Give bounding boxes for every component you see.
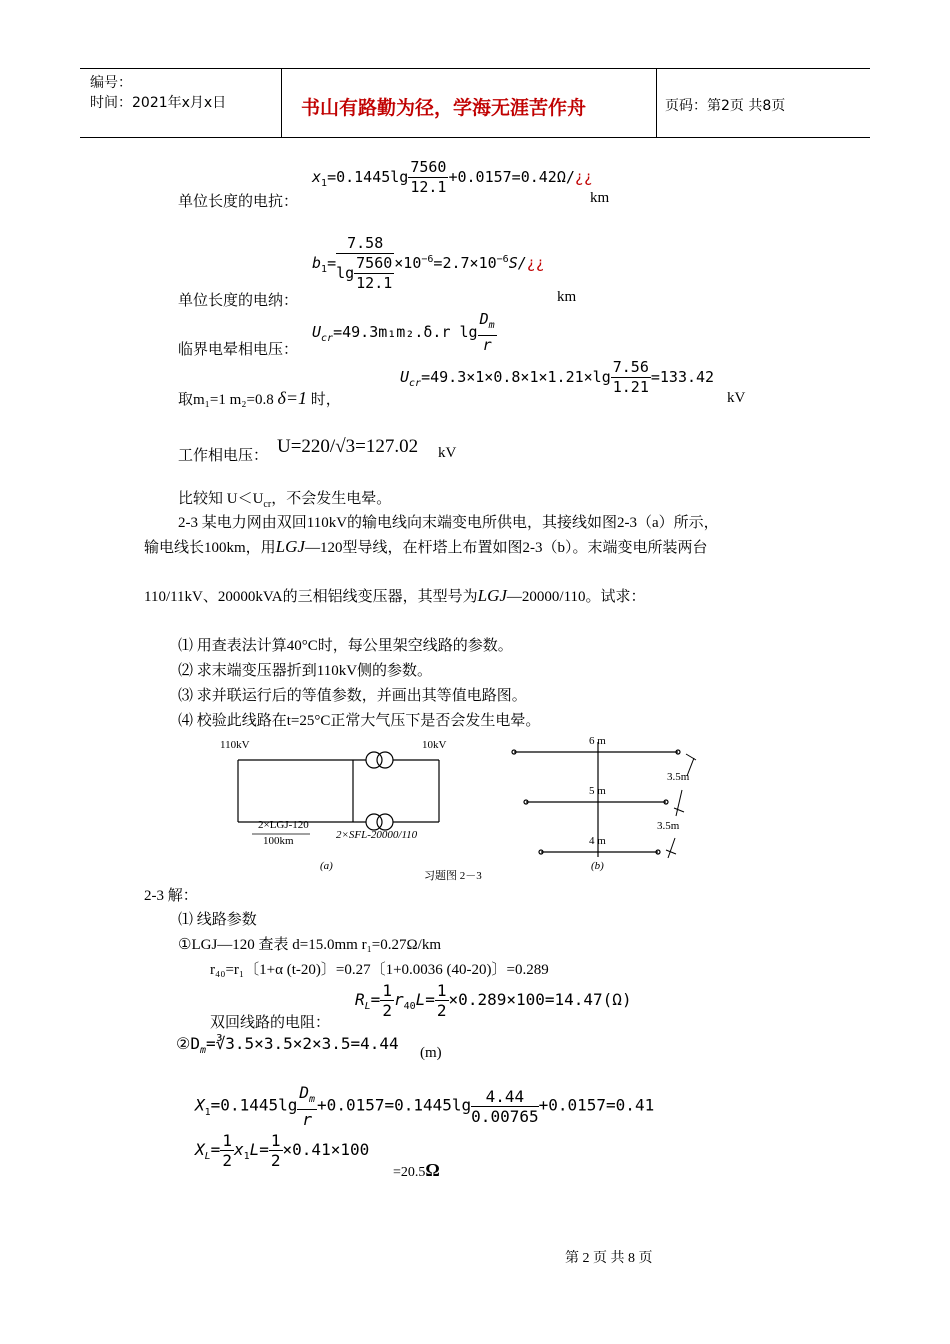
- susceptance-label: 单位长度的电纳：: [178, 293, 299, 309]
- fig-b-35-upper: 3.5m: [667, 771, 690, 783]
- solution-heading: 2-3 解：: [144, 888, 198, 904]
- reactance-unit: km: [590, 190, 610, 206]
- solution-step-2: ①LGJ—120 查表 d=15.0mm r₁=0.27Ω/km: [178, 937, 441, 953]
- work-voltage-label: 工作相电压：: [178, 448, 269, 464]
- susceptance-equation: $b_1=$ 7.58 lg $\frac{7560}{12.1}$ $\times 10^{-6}=2.7\times 10^{-6}S/¿¿$: [312, 234, 545, 292]
- xl-result: =20.5Ω: [393, 1160, 440, 1180]
- problem-line-1: 2-3 某电力网由双回110kV的输电线向末端变电所供电，其接线如图2-3（a）所示，: [178, 515, 719, 531]
- x1-equation: $X_1=0.1445\lg$ $\frac{D_m}{r}$ +0.0157=0.1445lg $\frac{4.44}{0.00765}$ +0.0157=0.41: [195, 1083, 655, 1130]
- page-footer: 第 2 页 共 8 页: [565, 1251, 653, 1266]
- header-divider: [656, 69, 657, 137]
- question-4: ⑷ 校验此线路在t=25°C正常大气压下是否会发生电晕。: [178, 713, 541, 729]
- work-voltage-unit: kV: [438, 445, 457, 461]
- ucr-unit: kV: [727, 390, 746, 406]
- problem-line-2: 输电线长100km，用LGJ—120型导线，在杆塔上布置如图2-3（b）。末端变电所装两台: [144, 537, 708, 556]
- question-1: ⑴ 用查表法计算40°C时，每公里架空线路的参数。: [178, 638, 513, 654]
- comparison-text: 比较知 $U<U_{cr}$，不会发生电晕。: [178, 491, 392, 510]
- header-divider: [281, 69, 282, 137]
- fig-b-4m: 4 m: [589, 835, 606, 847]
- doc-date-label: 时间：2021年x月x日: [90, 95, 227, 111]
- solution-step-3: r₄₀=r₁〔1+α (t-20)〕=0.27〔1+0.0036 (40-20)〕=0.289: [210, 962, 549, 978]
- xl-equation: $X_L=$ $\frac{1}{2}$ $x_1L=$ $\frac{1}{2}$ ×0.41×100: [195, 1131, 370, 1170]
- fig-b-6m: 6 m: [589, 735, 606, 747]
- fig-a-line-label: 2×LGJ-120: [258, 819, 309, 831]
- solution-step-1: ⑴ 线路参数: [178, 912, 257, 928]
- susceptance-unit: km: [557, 289, 577, 305]
- fig-a-caption: (a): [320, 860, 333, 872]
- question-2: ⑵ 求末端变压器折到110kV侧的参数。: [178, 663, 433, 679]
- fig-a-110kv-label: 110kV: [220, 739, 250, 751]
- figure-caption: 习题图 2－3: [424, 870, 482, 882]
- take-values: 取m₁=1 m₂=0.8 δ=1 时，: [178, 388, 341, 408]
- fig-a-10kv-label: 10kV: [422, 739, 447, 751]
- fig-b-caption: (b): [591, 860, 604, 872]
- question-3: ⑶ 求并联运行后的等值参数，并画出其等值电路图。: [178, 688, 527, 704]
- fig-a-length-label: 100km: [263, 835, 294, 847]
- corona-label: 临界电晕相电压：: [178, 342, 299, 358]
- fig-b-5m: 5 m: [589, 785, 606, 797]
- problem-line-3: 110/11kV、20000kVA的三相铝线变压器，其型号为LGJ—20000/110。试求：: [144, 586, 646, 605]
- corona-equation: $U_{cr}=49.3m_1m_2.\delta.r$ lg $\frac{D_m}{r}$: [312, 310, 495, 354]
- rl-equation: $R_L=$ $\frac{1}{2}$ $r_{40}L=$ $\frac{1}{2}$ ×0.289×100=14.47(Ω): [355, 981, 632, 1020]
- figure-2-3: [200, 732, 720, 882]
- reactance-label: 单位长度的电抗：: [178, 194, 299, 210]
- rl-label: 双回线路的电阻：: [210, 1015, 331, 1031]
- reactance-equation: $x_1=0.1445\lg$ $\frac{7560}{12.1}$ +0.0157=0.42Ω/¿¿: [312, 158, 593, 196]
- fig-a-transformer-label: 2×SFL-20000/110: [336, 829, 418, 841]
- fig-b-35-lower: 3.5m: [657, 820, 680, 832]
- dm-equation: $②D_m=∛3.5\times 3.5\times 2\times 3.5=4.44$: [176, 1034, 399, 1057]
- work-voltage-equation: U=220/√3=127.02: [277, 436, 419, 457]
- ucr-equation: $U_{cr}=49.3\times 1\times 0.8\times 1\times 1.21\times\lg$ $\frac{7.56}{1.21}$ =133.42: [400, 358, 715, 396]
- dm-unit: (m): [420, 1045, 442, 1061]
- page-counter: 页码：第2页 共8页: [665, 98, 786, 114]
- doc-number-label: 编号：: [90, 75, 132, 91]
- header-motto: 书山有路勤为径，学海无涯苦作舟: [301, 97, 587, 119]
